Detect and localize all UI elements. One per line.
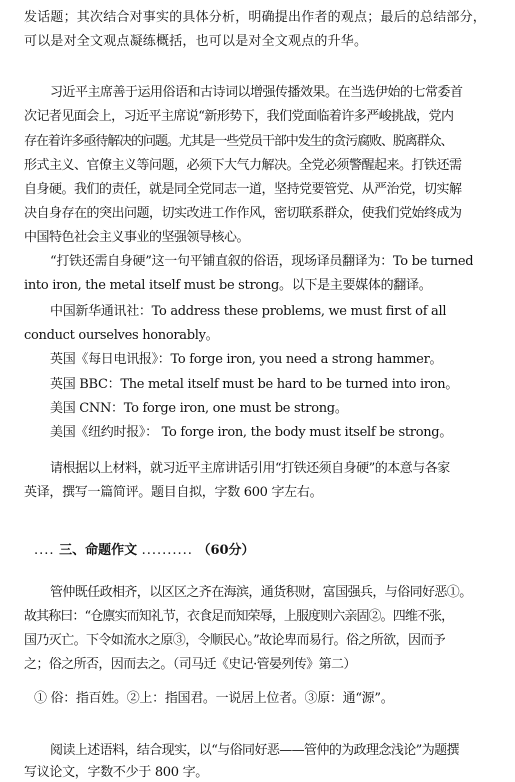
text-line: 请根据以上材料，就习近平主席讲话引用“打铁还须自身硬”的本意与各家 [50,461,450,476]
xinhua-translation: 中国新华通讯社：To address these problems, we must first of all [50,304,447,319]
text-line: 之；俗之所否，因而去之。（司马迁《史记·管晏列传》第二） [24,657,356,672]
text-line: 可以是对全文观点凝练概括，也可以是对全文观点的升华。 [24,34,368,49]
text-line: 英译，撰写一篇简评。题目自拟，字数 600 字左右。 [24,485,323,500]
text-line: 中国特色社会主义事业的坚强领导核心。 [24,230,250,245]
text-line: 写议论文，字数不少于 800 字。 [24,765,208,780]
telegraph-translation: 英国《每日电讯报》：To forge iron, you need a strong hammer。 [50,352,443,367]
nyt-translation: 美国《纽约时报》： To forge iron, the body must itself be strong。 [50,425,453,440]
text-line: 自身硬。我们的责任，就是同全党同志一道，坚持党要管党、从严治党，切实解 [24,182,462,197]
xinhua-translation-cont: conduct ourselves honorably。 [24,328,219,343]
heading-leader: .... [34,543,55,558]
text-line: 故其称曰：“仓廪实而知礼节，衣食足而知荣辱，上服度则六亲固②。四维不张， [24,609,454,624]
section-score: （60分） [197,543,255,558]
text-line: 习近平主席善于运用俗语和古诗词以增强传播效果。在当选伊始的七常委首 [50,85,463,100]
text-line: 发话题；其次结合对事实的具体分析，明确提出作者的观点；最后的总结部分， [24,10,487,25]
heading-dots: .......... [141,543,193,558]
text-line: 管仲既任政相齐，以区区之齐在海滨，通货积财，富国强兵，与俗同好恶①。 [50,585,472,600]
section-heading [34,541,255,560]
bbc-translation: 英国 BBC：The metal itself must be hard to be turned into iron。 [50,377,459,392]
text-line: into iron, the metal itself must be strong。以下是主要媒体的翻译。 [24,278,432,293]
text-line: 次记者见面会上，习近平主席说“新形势下，我们党面临着许多严峻挑战，党内 [24,109,454,124]
cnn-translation: 美国 CNN：To forge iron, one must be strong。 [50,401,348,416]
text-line: 存在着许多亟待解决的问题。尤其是一些党员干部中发生的贪污腐败、脱离群众、 [24,134,453,149]
text-line: 国乃灭亡。下令如流水之原③，令顺民心。”故论卑而易行。俗之所欲，因而予 [24,633,446,648]
intro-tail-paragraph [24,8,496,49]
text-line: ① 俗：指百姓。②上：指国君。一说居上位者。③原：通“源”。 [34,691,394,706]
text-line: 阅读上述语料，结合现实，以“与俗同好恶——管仲的为政理念浅论”为题撰 [50,743,459,758]
text-line: 决自身存在的突出问题，切实改进工作作风，密切联系群众，使我们党始终成为 [24,206,462,221]
text-line: “打铁还需自身硬”这一句平铺直叙的俗语，现场译员翻译为：To be turned [50,254,474,269]
section-title: 三、命题作文 [59,543,138,558]
text-line: 形式主义、官僚主义等问题，必须下大气力解决。全党必须警醒起来。打铁还需 [24,158,462,173]
